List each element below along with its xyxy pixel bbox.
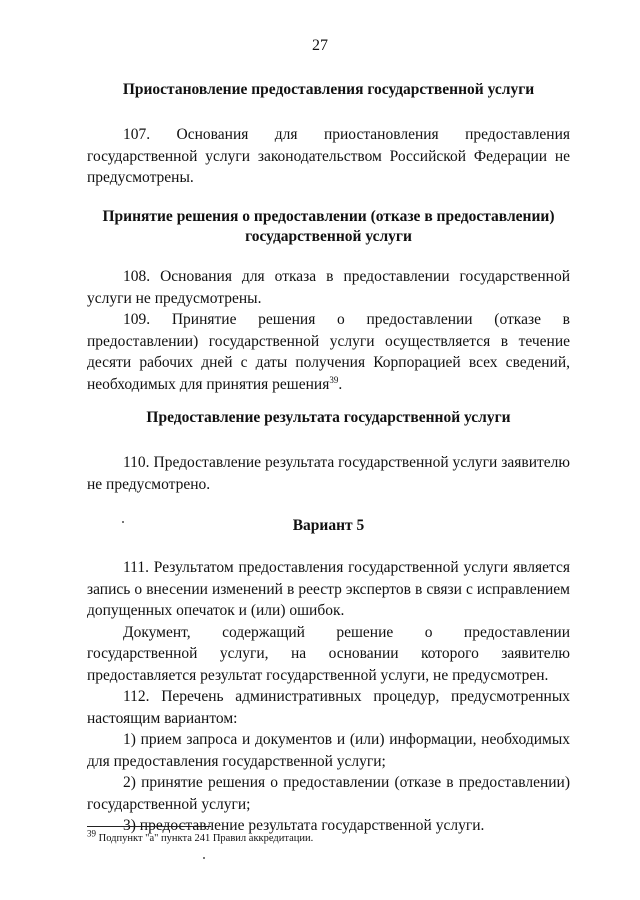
list-item-1: 1) прием запроса и документов и (или) информации, необходимых для предоставления государственной услуги; [87,731,570,770]
heading-suspension: Приостановление предоставления государственной услуги [122,81,535,98]
paragraph-107 [87,124,570,189]
footnote-mark: 39 [87,828,96,839]
paragraph-107-first-line: 107. Основания для приостановления предоставления [123,126,570,143]
list-item-2: 2) принятие решения о предоставлении (отказе в предоставлении) государственной услуги; [87,774,570,813]
heading-decision-line1: Принятие решения о предоставлении (отказе в предоставлении) [102,208,555,225]
paragraph-109-text: 109. Принятие решения о предоставлении (отказе в предоставлении) государственной услуги осуществляется в течение десяти рабочих дней с даты получения Корпорацией всех сведений, необходимых для принятия решения [87,311,570,393]
paragraph-109-end: . [338,375,343,393]
scan-speck [203,857,205,859]
paragraph-108: 108. Основания для отказа в предоставлении государственной услуги не предусмотрены. [87,268,570,307]
paragraph-111: 111. Результатом предоставления государственной услуги является запись о внесении изменений в реестр экспертов в связи с исправлением допущенных опечаток и (или) ошибок. [87,559,570,619]
paragraph-109 [87,309,570,395]
heading-decision-line2: государственной услуги [245,228,412,245]
page-number: 27 [312,37,328,54]
footnote [87,828,570,846]
paragraph-112-first-line: 112. Перечень административных процедур, предусмотренных [123,688,570,705]
footnote-divider [87,826,211,827]
heading-result: Предоставление результата государственной услуги [146,409,511,426]
heading-variant-5: Вариант 5 [292,517,365,534]
footnote-reference: 39 [329,374,339,385]
footnote-text: Подпункт "а" пункта 241 Правил аккредитации. [96,833,314,844]
paragraph-112-rest: настоящим вариантом: [87,709,238,727]
paragraph-107-rest: государственной услуги законодательством Российской Федерации не предусмотрены. [87,147,570,186]
list-item-3: 3) предоставление результата государственной услуги. [123,817,485,834]
paragraph-document: Документ, содержащий решение о предоставлении государственной услуги, на основании которого заявителю предоставляется результат государственной услуги, не предусмотрен. [87,623,570,684]
variant-5-body [87,557,570,837]
paragraph-108-109 [87,266,570,395]
paragraph-110: 110. Предоставление результата государственной услуги заявителю не предусмотрено. [87,454,570,493]
heading-decision [87,207,570,247]
